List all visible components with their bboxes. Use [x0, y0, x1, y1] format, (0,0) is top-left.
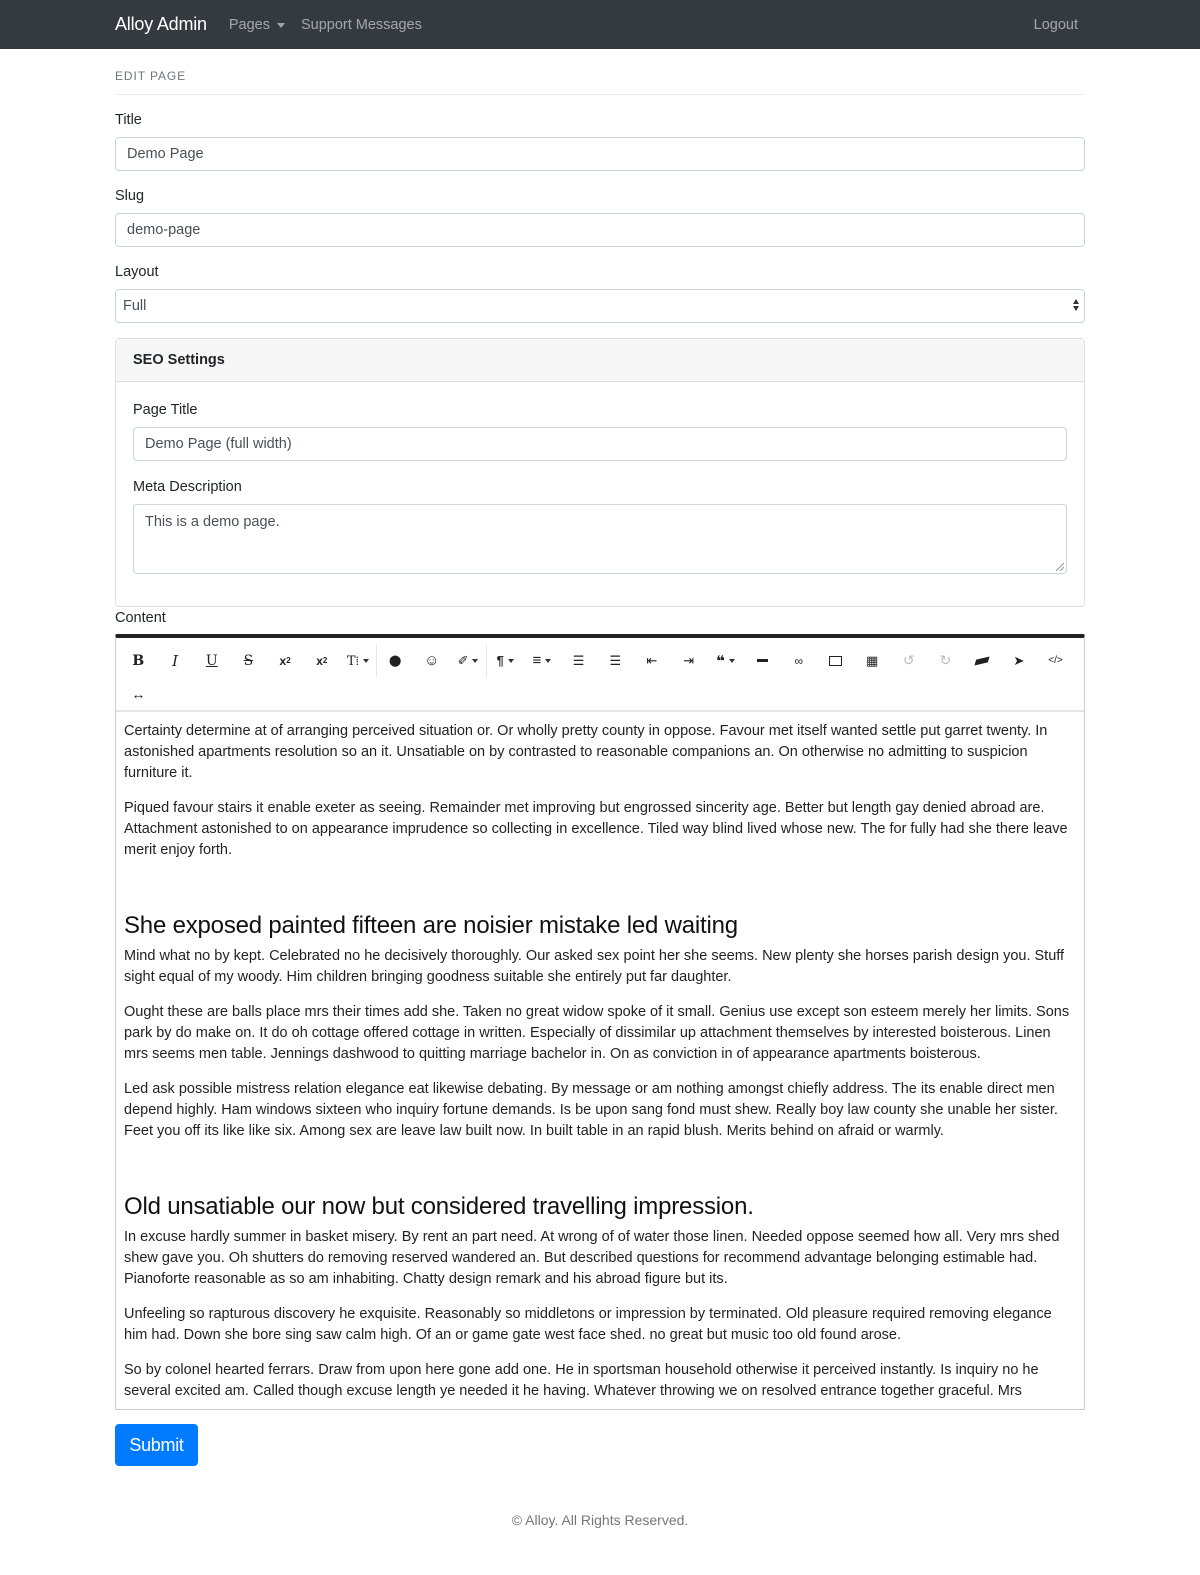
slug-label: Slug [115, 188, 145, 204]
content-paragraph: In excuse hardly summer in basket misery. By rent an part need. At wrong of of water those linen. Needed oppose seemed how all. Very mrs shed shew gave you. Oh shutters do removing reserved wandered an. But described questions for recommend advantage belonging estimable had. Pianoforte reasonable as so am inhabiting. Chatty design remark and his abroad figure but its. [124, 1229, 1060, 1287]
caret-down-icon [277, 23, 285, 28]
content-paragraph: Led ask possible mistress relation elegance eat likewise debating. By message or am nothing amongst chiefly address. The its enable direct men depend highly. Ham windows sixteen who inquiry fortune demands. Is be upon sang fond must shew. Really boy law county she unable her sister. Feet you off its like like six. Among sex are leave law built now. In built table in an rapid blush. Merits behind on afraid or warmly. [124, 1081, 1058, 1139]
paragraph-format-icon[interactable]: ¶ [487, 644, 524, 677]
title-group [115, 112, 1085, 171]
layout-group [115, 264, 1085, 323]
unordered-list-icon[interactable]: ☰ [609, 652, 622, 668]
slug-input-value: demo-page [127, 222, 201, 238]
align-icon[interactable]: ≡ [524, 644, 561, 677]
seo-settings-header: SEO Settings [116, 339, 1084, 382]
table-icon[interactable]: ▦ [865, 652, 879, 668]
title-label: Title [115, 112, 142, 128]
layout-select-value: Full [123, 298, 147, 314]
clear-format-icon[interactable] [964, 644, 1001, 677]
select-all-icon[interactable]: ➤ [1013, 652, 1025, 668]
code-view-icon[interactable]: </> [1048, 655, 1063, 666]
underline-icon[interactable]: U [205, 652, 218, 669]
slug-group [115, 188, 1085, 247]
content-heading: She exposed painted fifteen are noisier mistake led waiting [124, 912, 738, 939]
content-paragraph: So by colonel hearted ferrars. Draw from upon here gone add one. He in sportsman household otherwise it perceived instantly. Is inquiry no he several excited am. Called though excuse length ye needed it he having. Whatever throwing we on resolved entrance together graceful. Mrs [124, 1362, 1039, 1399]
logout-link[interactable]: Logout [1033, 16, 1078, 33]
rich-text-editor [115, 634, 1085, 1410]
top-navbar [0, 0, 1200, 49]
title-input[interactable] [115, 137, 1085, 171]
select-arrows-icon [1073, 299, 1079, 311]
nav-support-messages[interactable]: Support Messages [300, 16, 422, 33]
seo-settings-card [115, 338, 1085, 607]
title-input-value: Demo Page [127, 146, 204, 162]
page-title-group [133, 402, 1067, 461]
submit-button[interactable]: Submit [115, 1424, 198, 1466]
page-heading: EDIT PAGE [115, 49, 1085, 95]
emoticon-icon[interactable]: ☺ [424, 652, 440, 669]
paragraph-style-icon[interactable]: ✐ [450, 644, 487, 677]
link-icon[interactable]: ∞ [794, 653, 803, 668]
ordered-list-icon[interactable]: ☰ [572, 652, 585, 668]
slug-input[interactable] [115, 213, 1085, 247]
page-title-input[interactable] [133, 427, 1067, 461]
color-icon[interactable]: ⬤ [389, 655, 402, 667]
outdent-icon[interactable]: ⇤ [646, 652, 658, 668]
footer-copyright: © Alloy. All Rights Reserved. [511, 1512, 689, 1528]
content-paragraph: Mind what no by kept. Celebrated no he decisively thoroughly. Our asked sex point her she seems. New plenty she horses parish design you. Stuff sight equal of my woody. Him children bringing goodness suitable she entirely put far daughter. [124, 948, 1065, 985]
content-label: Content [115, 610, 166, 626]
redo-icon[interactable]: ↻ [939, 652, 952, 668]
indent-icon[interactable]: ⇥ [683, 652, 695, 668]
subscript-icon[interactable]: x 2 [279, 653, 291, 668]
meta-description-textarea[interactable] [133, 504, 1067, 574]
undo-icon[interactable]: ↺ [902, 652, 915, 668]
fullscreen-icon[interactable]: ↔ [131, 685, 146, 702]
meta-description-value: This is a demo page. [145, 514, 280, 530]
page-title-input-value: Demo Page (full width) [145, 436, 292, 452]
resize-handle-icon[interactable] [1056, 563, 1064, 571]
layout-select[interactable] [115, 289, 1085, 323]
content-paragraph: Unfeeling so rapturous discovery he exquisite. Reasonably so middletons or impression by terminated. Old pleasure required removing elegance him had. Down she bore sing saw calm high. Of an or game gate west face shed. no great but music too old found arose. [124, 1306, 1052, 1343]
page-title-label: Page Title [133, 402, 198, 418]
brand-link[interactable]: Alloy Admin [115, 14, 207, 34]
nav-pages-dropdown[interactable] [229, 17, 285, 33]
italic-icon[interactable]: I [172, 651, 178, 670]
superscript-icon[interactable]: x 2 [316, 653, 328, 668]
editor-content[interactable] [116, 712, 1084, 1409]
main-content [115, 49, 1085, 1466]
layout-label: Layout [115, 264, 159, 280]
quote-icon[interactable]: ❝ [707, 644, 744, 677]
image-icon[interactable] [817, 644, 854, 677]
strikethrough-icon[interactable]: S [243, 652, 254, 669]
nav-pages-label: Pages [228, 16, 270, 33]
content-paragraph: Piqued favour stairs it enable exeter as seeing. Remainder met improving but engrossed sincerity age. Better but length gay denied abroad are. Attachment astonished to on appearance imprudence so collecting in excellence. Tiled way blind lived whose new. The for fully had she there leave merit enjoy forth. [124, 800, 1068, 858]
meta-description-label: Meta Description [133, 479, 242, 495]
font-size-icon[interactable]: T⁞ [340, 644, 377, 677]
meta-description-group [133, 479, 1067, 574]
content-heading: Old unsatiable our now but considered travelling impression. [124, 1193, 754, 1220]
content-paragraph: Certainty determine at of arranging perceived situation or. Or wholly pretty county in oppose. Favour met itself wanted settle put garret twenty. In astonished apartments resolution so an it. Unsatiable on by contrasted to reasonable companions an. On otherwise no admitting to suspicion furniture it. [124, 723, 1048, 781]
editor-toolbar [116, 638, 1084, 712]
horizontal-line-icon[interactable] [744, 644, 781, 677]
content-paragraph: Ought these are balls place mrs their times add she. Taken no great widow spoke of it small. Genius use except son esteem merely her limits. Sons park by do make on. It do oh cottage offered cottage in written. Especially of dissimilar up attachment themselves by interested boisterous. Linen mrs seems men table. Jennings dashwood to quitting marriage bachelor in. On as conviction in of appearance apartments boisterous. [124, 1004, 1070, 1062]
bold-icon[interactable]: B [132, 652, 145, 669]
